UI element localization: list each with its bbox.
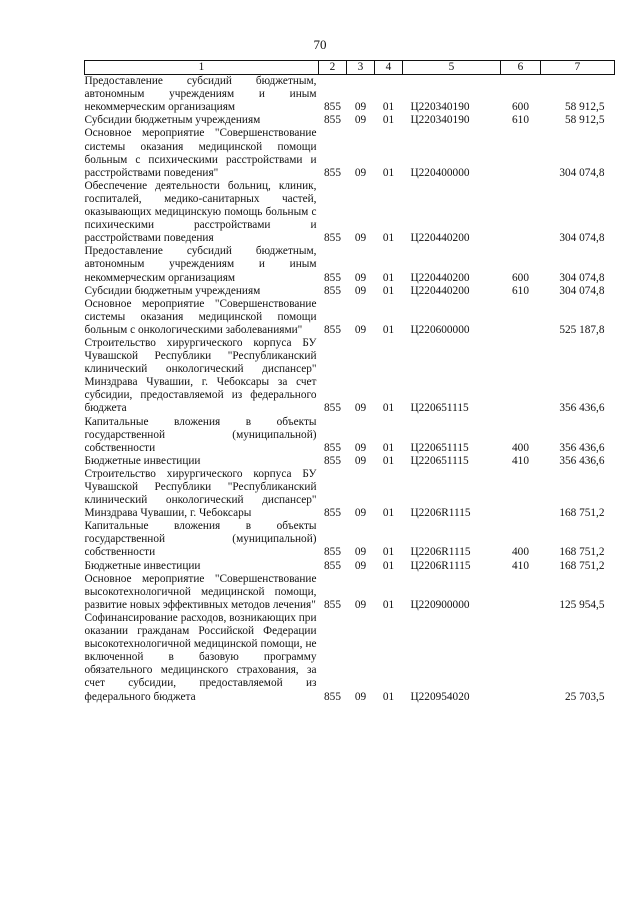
row-expense-type: 600 <box>512 101 529 114</box>
row-name: Бюджетные инвестиции <box>84 559 201 572</box>
row-amount: 304 074,8 <box>559 271 605 284</box>
row-name: Строительство хирургического корпуса БУ Чувашской Республики "Республиканский клинический онкологический диспансер" Минздрава Чувашии, г. Чебоксары за счет субсидии, предоставляемой из федерального бюджета <box>84 336 317 415</box>
row-amount: 304 074,8 <box>559 166 605 179</box>
row-gr-code: 855 <box>324 598 341 611</box>
row-name: Бюджетные инвестиции <box>84 454 201 467</box>
row-gr-code: 855 <box>324 454 341 467</box>
row-rz-code: 09 <box>354 559 367 572</box>
row-expense-type <box>501 612 541 704</box>
header-col-2: 2 <box>319 61 347 75</box>
row-pr-code: 01 <box>382 101 395 114</box>
row-expense-type <box>501 573 541 612</box>
row-rz-code: 09 <box>354 546 367 559</box>
table-row <box>85 114 615 127</box>
row-gr-code: 855 <box>324 323 341 336</box>
row-expense-type: 400 <box>512 546 529 559</box>
row-expense-type: 610 <box>512 114 529 127</box>
header-col-1: 1 <box>85 61 319 75</box>
row-name: Софинансирование расходов, возникающих при оказании гражданам Российской Федерации высокотехнологичной медицинской помощи, не включенной в базовую программу обязательного медицинского страхования, за счет субсидии, предоставляемой из федерального бюджета <box>84 611 317 703</box>
row-name: Основное мероприятие "Совершенствование системы оказания медицинской помощи больным с онкологическими заболеваниями" <box>84 297 317 336</box>
table-header <box>85 61 615 75</box>
row-amount: 58 912,5 <box>564 114 605 127</box>
row-rz-code: 09 <box>354 690 367 703</box>
row-name: Основное мероприятие "Совершенствование системы оказания медицинской помощи больным с психическими расстройствами и расстройствами поведения" <box>84 127 317 179</box>
header-col-7: 7 <box>541 61 615 75</box>
row-expense-type <box>501 127 541 179</box>
row-rz-code: 09 <box>354 507 367 520</box>
row-target-code: Ц2206R1115 <box>410 559 471 572</box>
row-target-code: Ц220900000 <box>410 598 470 611</box>
row-amount: 168 751,2 <box>559 507 605 520</box>
row-pr-code: 01 <box>382 271 395 284</box>
row-target-code: Ц220651115 <box>410 441 469 454</box>
row-gr-code: 855 <box>324 271 341 284</box>
row-expense-type <box>501 468 541 520</box>
row-expense-type: 600 <box>512 271 529 284</box>
row-target-code: Ц2206R1115 <box>410 507 471 520</box>
row-expense-type <box>501 180 541 245</box>
row-target-code: Ц220440200 <box>410 284 470 297</box>
row-gr-code: 855 <box>324 101 341 114</box>
row-amount: 304 074,8 <box>559 232 605 245</box>
header-col-4: 4 <box>375 61 403 75</box>
table-row <box>85 455 615 468</box>
table-row <box>85 560 615 573</box>
row-name: Основное мероприятие "Совершенствование высокотехнологичной медицинской помощи, развитие новых эффективных методов лечения" <box>84 572 317 611</box>
row-name: Субсидии бюджетным учреждениям <box>84 114 261 127</box>
row-rz-code: 09 <box>354 402 367 415</box>
row-name: Строительство хирургического корпуса БУ Чувашской Республики "Республиканский клинический онкологический диспансер" Минздрава Чувашии, г. Чебоксары <box>84 467 317 520</box>
row-amount: 304 074,8 <box>559 284 605 297</box>
row-amount: 168 751,2 <box>559 546 605 559</box>
row-rz-code: 09 <box>354 284 367 297</box>
row-pr-code: 01 <box>382 546 395 559</box>
row-pr-code: 01 <box>382 232 395 245</box>
row-target-code: Ц220651115 <box>410 454 469 467</box>
row-name: Капитальные вложения в объекты государственной (муниципальной) собственности <box>84 520 317 559</box>
row-amount: 168 751,2 <box>559 559 605 572</box>
row-pr-code: 01 <box>382 323 395 336</box>
row-pr-code: 01 <box>382 454 395 467</box>
row-gr-code: 855 <box>324 232 341 245</box>
row-rz-code: 09 <box>354 232 367 245</box>
row-target-code: Ц220651115 <box>410 402 469 415</box>
header-row <box>85 61 615 75</box>
budget-table <box>84 60 615 704</box>
row-name: Субсидии бюджетным учреждениям <box>84 284 261 297</box>
row-pr-code: 01 <box>382 598 395 611</box>
row-target-code: Ц220400000 <box>410 166 470 179</box>
row-expense-type: 400 <box>512 441 529 454</box>
row-expense-type: 610 <box>512 284 529 297</box>
row-gr-code: 855 <box>324 166 341 179</box>
row-target-code: Ц220340190 <box>410 101 470 114</box>
table-row <box>85 337 615 416</box>
row-target-code: Ц220600000 <box>410 323 470 336</box>
row-pr-code: 01 <box>382 690 395 703</box>
table-row <box>85 180 615 245</box>
row-gr-code: 855 <box>324 114 341 127</box>
row-target-code: Ц220954020 <box>410 690 470 703</box>
table-row <box>85 416 615 455</box>
row-amount: 125 954,5 <box>559 598 605 611</box>
row-pr-code: 01 <box>382 559 395 572</box>
row-gr-code: 855 <box>324 546 341 559</box>
table-row <box>85 75 615 115</box>
row-gr-code: 855 <box>324 690 341 703</box>
table-row <box>85 245 615 284</box>
row-expense-type: 410 <box>512 559 529 572</box>
row-target-code: Ц2206R1115 <box>410 546 471 559</box>
row-expense-type <box>501 298 541 337</box>
header-col-6: 6 <box>501 61 541 75</box>
row-target-code: Ц220440200 <box>410 232 470 245</box>
row-rz-code: 09 <box>354 598 367 611</box>
header-col-5: 5 <box>403 61 501 75</box>
row-amount: 58 912,5 <box>564 101 605 114</box>
row-expense-type: 410 <box>512 454 529 467</box>
table-row <box>85 520 615 559</box>
table-row <box>85 468 615 520</box>
row-amount: 356 436,6 <box>559 454 605 467</box>
row-rz-code: 09 <box>354 271 367 284</box>
row-name: Предоставление субсидий бюджетным, автономным учреждениям и иным некоммерческим организациям <box>84 245 317 284</box>
row-gr-code: 855 <box>324 402 341 415</box>
row-amount: 525 187,8 <box>559 323 605 336</box>
row-name: Капитальные вложения в объекты государственной (муниципальной) собственности <box>84 415 317 454</box>
table-row <box>85 285 615 298</box>
row-rz-code: 09 <box>354 114 367 127</box>
row-name: Предоставление субсидий бюджетным, автономным учреждениям и иным некоммерческим организациям <box>84 75 317 114</box>
header-col-3: 3 <box>347 61 375 75</box>
row-gr-code: 855 <box>324 507 341 520</box>
table-row <box>85 612 615 704</box>
row-rz-code: 09 <box>354 166 367 179</box>
row-pr-code: 01 <box>382 507 395 520</box>
row-pr-code: 01 <box>382 114 395 127</box>
row-amount: 25 703,5 <box>564 690 605 703</box>
page-number: 70 <box>313 37 327 52</box>
row-target-code: Ц220340190 <box>410 114 470 127</box>
row-rz-code: 09 <box>354 454 367 467</box>
row-pr-code: 01 <box>382 284 395 297</box>
row-gr-code: 855 <box>324 284 341 297</box>
row-pr-code: 01 <box>382 166 395 179</box>
row-gr-code: 855 <box>324 441 341 454</box>
table-body <box>85 75 615 704</box>
table-row <box>85 573 615 612</box>
row-rz-code: 09 <box>354 441 367 454</box>
row-expense-type <box>501 337 541 416</box>
row-pr-code: 01 <box>382 402 395 415</box>
row-amount: 356 436,6 <box>559 402 605 415</box>
row-rz-code: 09 <box>354 323 367 336</box>
row-name: Обеспечение деятельности больниц, клиник, госпиталей, медико-санитарных частей, оказывающих медицинскую помощь больным с психическими расстройствами и расстройствами поведения <box>84 179 317 245</box>
row-amount: 356 436,6 <box>559 441 605 454</box>
table-row <box>85 298 615 337</box>
row-rz-code: 09 <box>354 101 367 114</box>
row-gr-code: 855 <box>324 559 341 572</box>
table-row <box>85 127 615 179</box>
row-target-code: Ц220440200 <box>410 271 470 284</box>
row-pr-code: 01 <box>382 441 395 454</box>
